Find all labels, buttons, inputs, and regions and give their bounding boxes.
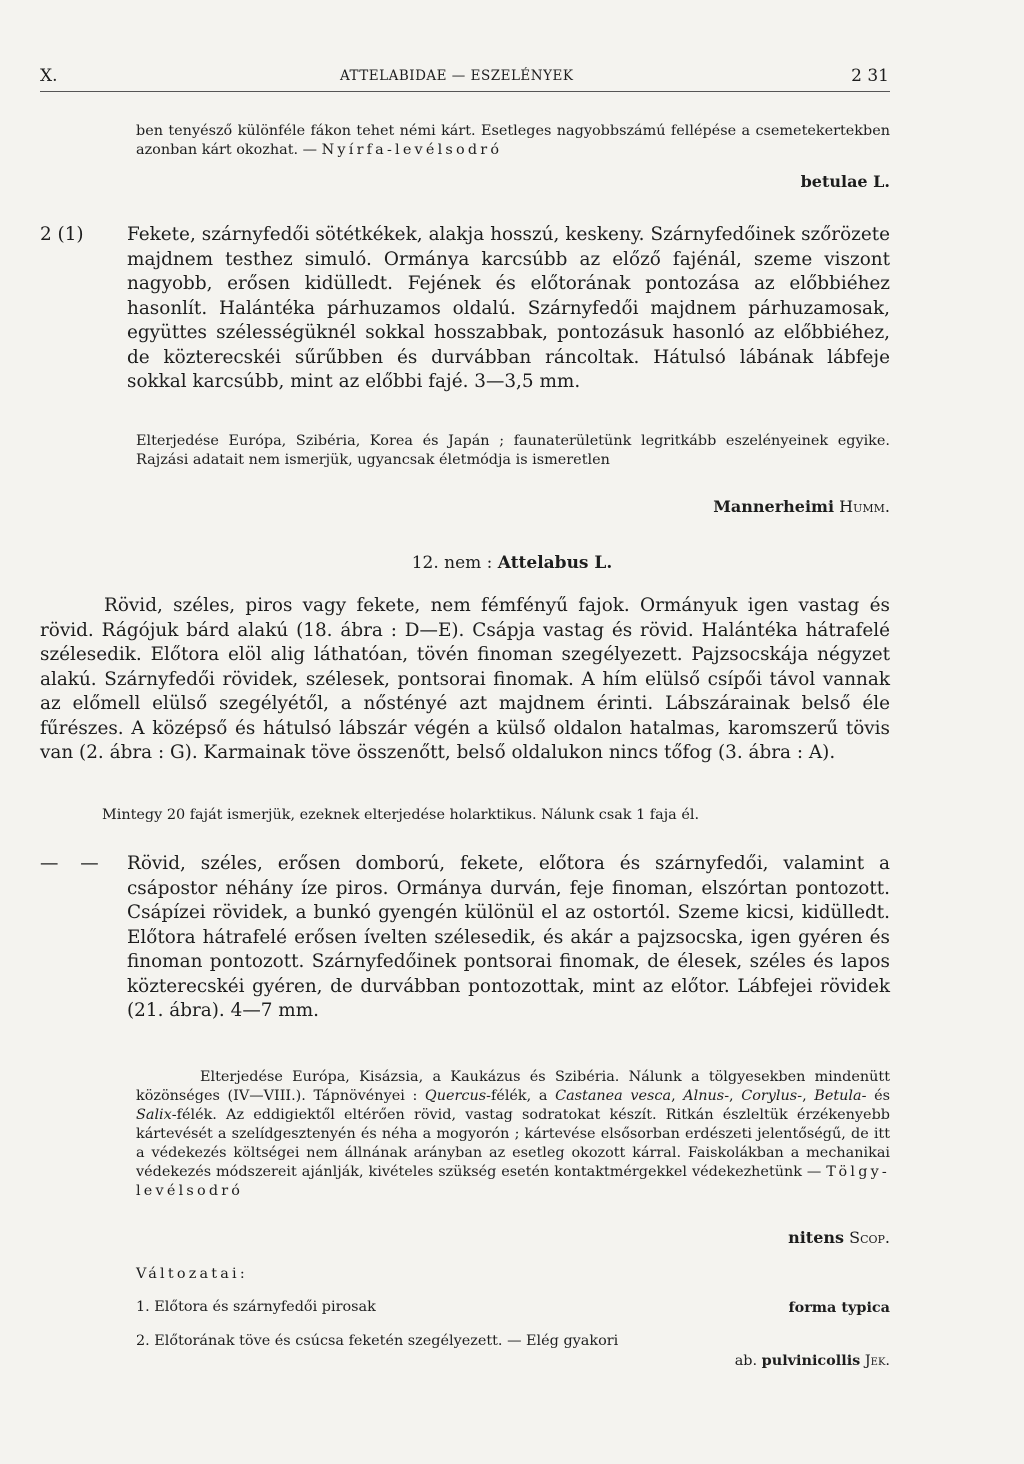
species-mannerheimi-name: Mannerheimi [713,497,835,516]
intro-common-name: Nyírfa-levélsodró [321,142,503,158]
variants-heading: Változatai: [136,1266,248,1282]
nitens-description: Rövid, széles, erősen domború, fekete, előtora és szárnyfedői, valamint a csápostor néhány íze piros. Ormánya durván, feje finoman, elszórtan pontozott. Csápízei rövidek, a bunkó gyengén különül el az ostortól. Szeme kicsi, kidülledt. Előtora hátrafelé erősen ívelten szélesedik, és akár a pajzsocska, igen gyéren és finoman pontozott. Szárnyfedőinek pontsorai finomak, de élesek, széles és lapos közterecskéi gyéren, de durvábban pontozottak, mint az előtor. Lábfejei rövidek (21. ábra). 4—7 mm. [127,853,890,1021]
genus-name: Attelabus L. [497,553,613,573]
header-rule [40,91,890,92]
chapter-number: X. [40,66,58,86]
variant-prefix: ab. [734,1353,758,1369]
nitens-dist-text-d: -, [724,1088,742,1104]
plant-salix: Salix [136,1107,172,1123]
page-number: 2 31 [851,66,889,86]
nitens-dist-text-g: -félék. Az eddigiektől eltérően rövid, vastag sodratokat készít. Ritkán észleltük érzékenyebb kártevését a szelídgesztenyén és néha a mogyorón ; kártevése elsősorban erdészeti jelentőségű, de itt a védekezés költségei nem állnának arányban az esetleg okozott kárral. Faiskolákban a mechanikai védekezés módszereit ajánlják, kivételes szükség esetén kontaktmérgekkel védekezhetünk — [136,1107,890,1180]
intro-paragraph [136,122,890,160]
variant-text: 2. Előtorának töve és csúcsa feketén szegélyezett. — Elég gyakori [136,1333,619,1349]
variant-name-group [735,1352,890,1369]
intro-text: ben tenyésző különféle fákon tehet némi kárt. Esetleges nagyobbszámú fellépése a csemetekertekben azonban kárt okozhat. — [136,123,890,158]
genus-number: 12. nem : [411,553,493,573]
running-title: ATTELABIDAE — ESZELÉNYEK [340,68,574,84]
plant-betula: Betula [814,1088,862,1104]
species-betulae: betulae L. [800,172,890,191]
nitens-dist-text-e: -, [797,1088,815,1104]
plant-corylus: Corylus [741,1088,798,1104]
species-nitens-author: Scop. [849,1228,890,1247]
variant-author: Jek. [864,1353,890,1369]
genus-species-count: Mintegy 20 faját ismerjük, ezeknek elterjedése holarktikus. Nálunk csak 1 faja él. [102,807,700,823]
nitens-dist-text-c: , [671,1088,684,1104]
variant-row [136,1299,890,1315]
species-nitens [788,1228,890,1247]
nitens-dist-text-b: -félék, a [486,1088,556,1104]
variant-name: forma typica [788,1299,890,1316]
key-label-dash: — — [40,853,107,874]
genus-description: Rövid, széles, piros vagy fekete, nem fémfényű fajok. Ormányuk igen vastag és rövid. Rágójuk bárd alakú (18. ábra : D—E). Csápja vastag és rövid. Halántéka hátrafelé szélesedik. Előtora elöl alig láthatóan, tövén finoman szegélyezett. Pajzsocskája négyzet alakú. Szárnyfedői rövidek, szélesek, pontsorai finomak. A hím elülső csípői távol vannak az előmell elülső szegélyétől, a nőstényé azt majdnem érinti. Lábszárainak belső éle fűrészes. A középső és hátulsó lábszár végén a külső oldalon hatalmas, karomszerű tövis van (2. ábra : G). Karmainak töve összenőtt, belső oldalukon nincs tőfog (3. ábra : A). [40,595,890,763]
variant-name: pulvinicollis [761,1352,861,1369]
variant-text: 1. Előtora és szárnyfedői pirosak [136,1299,376,1315]
key2-distribution: Elterjedése Európa, Szibéria, Korea és Japán ; faunaterületünk legritkább eszelényeinek egyike. Rajzási adatait nem ismerjük, ugyancsak életmódja is ismeretlen [136,433,890,468]
key-label-2: 2 (1) [40,224,84,245]
species-mannerheimi-author: Humm. [839,497,890,516]
species-mannerheimi [713,497,890,516]
species-nitens-name: nitens [788,1228,845,1247]
plant-quercus: Quercus [424,1088,487,1104]
genus-heading [0,553,1024,573]
variant-row [136,1333,890,1349]
plant-castanea: Castanea vesca [555,1088,672,1104]
plant-alnus: Alnus [683,1088,725,1104]
nitens-distribution [136,1068,890,1201]
nitens-dist-text-a: Elterjedése Európa, Kisázsia, a Kaukázus és Szibéria. Nálunk a tölgyesekben mindenütt közönséges (IV—VIII.). Tápnövényei : [136,1069,890,1104]
nitens-common-name: Tölgy-levélsodró [136,1164,890,1199]
nitens-dist-text-f: - és [861,1088,890,1104]
running-header [40,66,889,90]
key2-description: Fekete, szárnyfedői sötétkékek, alakja hosszú, keskeny. Szárnyfedőinek szőrözete majdnem testhez simuló. Ormánya karcsúbb az előző fajénál, szeme viszont nagyobb, erősen kidülledt. Fejének és előtorának pontozása az előbbiéhez hasonlít. Halántéka párhuzamos oldalú. Szárnyfedői majdnem párhuzamosak, együttes szélességüknél sokkal hosszabbak, pontozásuk hasonló az előbbiéhez, de közterecskéi sűrűbben és durvábban ráncoltak. Hátulsó lábának lábfeje sokkal karcsúbb, mint az előbbi fajé. 3—3,5 mm. [127,224,890,392]
